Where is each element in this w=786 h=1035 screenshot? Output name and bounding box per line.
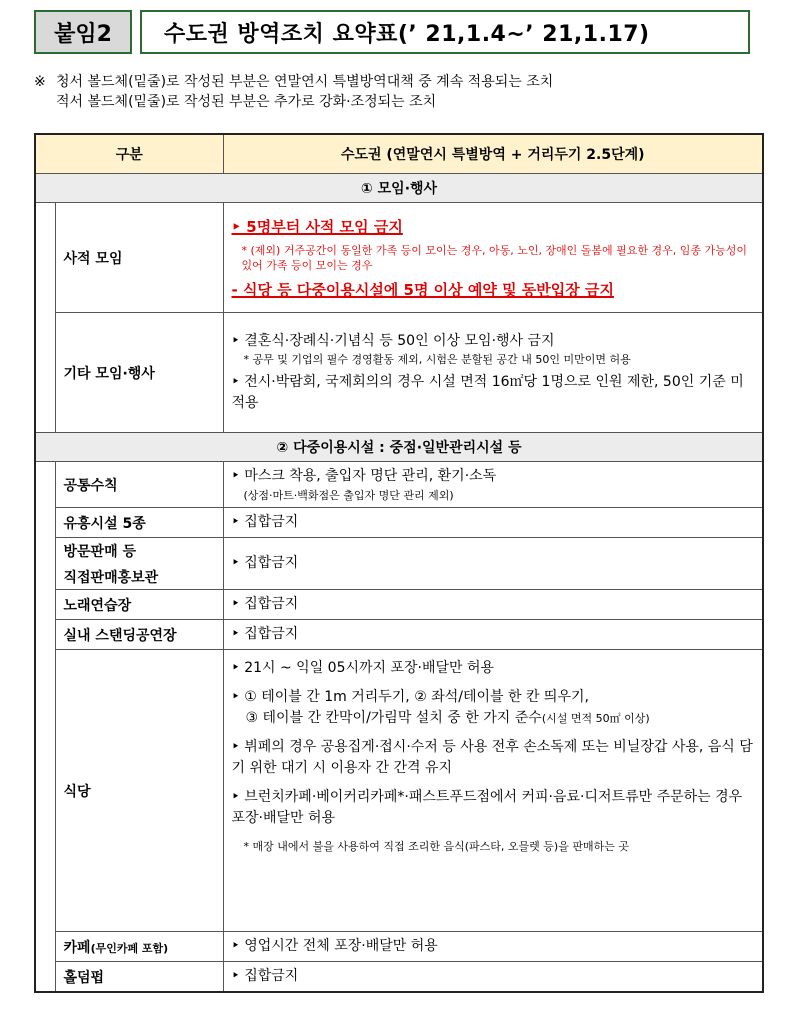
- events-bullet-1: ‣ 결혼식·장례식·기념식 등 50인 이상 모임·행사 금지: [231, 333, 555, 349]
- door-label-1: 방문판매 등: [63, 543, 136, 560]
- note-line-2: 적서 볼드체(밑줄)로 작성된 부분은 추가로 강화·조정되는 조치: [56, 94, 437, 110]
- document-header: [34, 10, 750, 54]
- notes: [34, 72, 553, 112]
- private-exceptions: * (제외) 거주공간이 동일한 가족 등이 모이는 경우, 아동, 노인, 장애인 돌봄에 필요한 경우, 임종 가능성이 있어 가족 등이 모이는 경우: [241, 243, 748, 272]
- common-note: (상점·마트·백화점은 출입자 명단 관리 제외): [243, 489, 454, 502]
- cafe-label: 카페: [63, 939, 91, 956]
- restaurant-bullet-3: ‣ 뷔페의 경우 공용집게·접시·수저 등 사용 전후 손소독제 또는 비닐장갑 사용, 음식 담기 위한 대기 시 이용자 간 간격 유지: [231, 739, 753, 776]
- row-label-private: 사적 모임: [55, 203, 223, 313]
- row-label-restaurant: 식당: [55, 650, 223, 932]
- note-mark: ※: [34, 74, 46, 90]
- header-capital-area: 수도권 (연말연시 특별방역 + 거리두기 2.5단계): [223, 134, 763, 174]
- table-row: [35, 650, 763, 932]
- table-header-row: [35, 134, 763, 174]
- row-content-events: [223, 313, 763, 433]
- note-line-1: 청서 볼드체(밑줄)로 작성된 부분은 연말연시 특별방역대책 중 계속 적용되는 조치: [56, 74, 554, 90]
- row-content-entertainment: ‣ 집합금지: [223, 508, 763, 538]
- table-row: [35, 590, 763, 620]
- row-content-common: [223, 462, 763, 508]
- door-label-2: 직접판매홍보관: [63, 569, 159, 586]
- row-content-standing: ‣ 집합금지: [223, 620, 763, 650]
- row-label-standing: 실내 스탠딩공연장: [55, 620, 223, 650]
- row-label-common: 공통수칙: [55, 462, 223, 508]
- row-label-entertainment: 유흥시설 5종: [55, 508, 223, 538]
- row-label-cafe: [55, 932, 223, 962]
- row-label-door-sales: [55, 538, 223, 590]
- events-bullet-2: ‣ 전시·박람회, 국제회의의 경우 시설 면적 16㎡당 1명으로 인원 제한, 50인 기준 미적용: [231, 374, 744, 411]
- row-content-holdem: ‣ 집합금지: [223, 962, 763, 993]
- common-bullet: ‣ 마스크 착용, 출입자 명단 관리, 환기·소독: [231, 468, 497, 484]
- document-title: 수도권 방역조치 요약표(’ 21,1.4~’ 21,1.17): [140, 10, 750, 54]
- section-title-gatherings: ① 모임·행사: [35, 174, 763, 203]
- restaurant-bullet-2a: ‣ ① 테이블 간 1m 거리두기, ② 좌석/테이블 한 칸 띄우기,: [231, 689, 589, 705]
- table-row: [35, 203, 763, 313]
- row-label-events: 기타 모임·행사: [55, 313, 223, 433]
- restaurant-bullet-2c: (시설 면적 50㎡ 이상): [541, 712, 650, 725]
- restaurant-note: * 매장 내에서 불을 사용하여 직접 조리한 음식(파스타, 오믈렛 등)을 판매하는 곳: [243, 840, 629, 853]
- private-main-2: - 식당 등 다중이용시설에 5명 이상 예약 및 동반입장 금지: [231, 280, 614, 299]
- table-row: [35, 313, 763, 433]
- cafe-label-small: (무인카페 포함): [90, 941, 169, 955]
- table-row: [35, 508, 763, 538]
- restaurant-bullet-4: ‣ 브런치카페·베이커리카페*·패스트푸드점에서 커피·음료·디저트류만 주문하는 경우 포장·배달만 허용: [231, 789, 743, 826]
- attachment-tag: 붙임2: [34, 10, 132, 54]
- row-label-karaoke: 노래연습장: [55, 590, 223, 620]
- row-label-holdem: 홀덤펍: [55, 962, 223, 993]
- table-row: [35, 932, 763, 962]
- section-row-facilities: [35, 433, 763, 462]
- section-row-gatherings: [35, 174, 763, 203]
- row-content-door-sales: ‣ 집합금지: [223, 538, 763, 590]
- row-content-karaoke: ‣ 집합금지: [223, 590, 763, 620]
- row-content-restaurant: [223, 650, 763, 932]
- header-category: 구분: [35, 134, 223, 174]
- restaurant-bullet-2b: ③ 테이블 간 칸막이/가림막 설치 중 한 가지 준수: [245, 710, 542, 726]
- row-content-cafe: ‣ 영업시간 전체 포장·배달만 허용: [223, 932, 763, 962]
- events-note: * 공무 및 기업의 필수 경영활동 제외, 시험은 분할된 공간 내 50인 미만이면 허용: [243, 353, 631, 366]
- section-title-facilities: ② 다중이용시설 : 중점·일반관리시설 등: [35, 433, 763, 462]
- table-row: [35, 538, 763, 590]
- row-content-private: [223, 203, 763, 313]
- private-main: ‣ 5명부터 사적 모임 금지: [231, 217, 403, 236]
- table-row: [35, 462, 763, 508]
- table-row: [35, 962, 763, 993]
- table-row: [35, 620, 763, 650]
- restaurant-bullet-1: ‣ 21시 ~ 익일 05시까지 포장·배달만 허용: [231, 660, 495, 676]
- restaurant-bullet-2b-wrap: [232, 708, 755, 729]
- measures-table: [34, 133, 764, 993]
